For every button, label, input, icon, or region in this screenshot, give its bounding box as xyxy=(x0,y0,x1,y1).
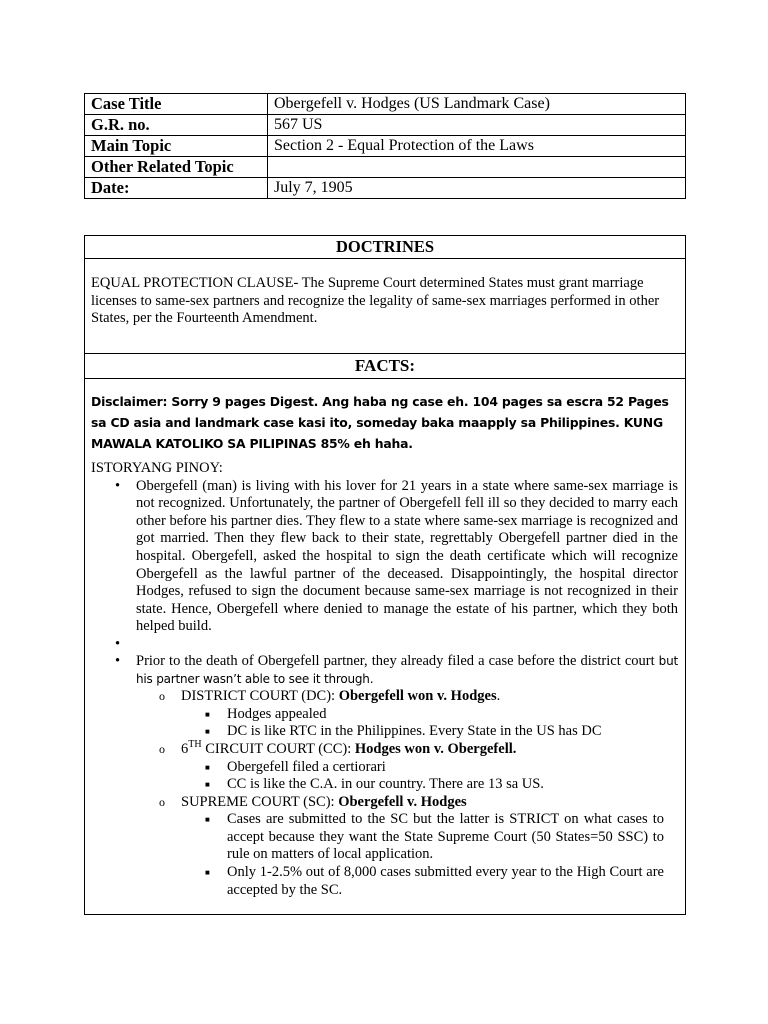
table-row xyxy=(85,136,686,157)
doctrines-text: EQUAL PROTECTION CLAUSE- The Supreme Court determined States must grant marriage licenses to same-sex partners and recognize the legality of same-sex marriages performed in other States, per the Fourteenth Amendment. xyxy=(91,275,660,327)
list-item: • Obergefell (man) is living with his lover for 21 years in a state where same-sex marriage is not recognized. Unfortunately, the partner of Obergefell fell ill so they decided to marry each other before his partner dies. They flew to a state where same-sex marriage is recognized and got married. Then they flew back to their state, regrettably Obergefell partner died in the hospital. Obergefell, asked the hospital to sign the death certificate which will recognize Obergefell as the lawful partner of the deceased. Disappointingly, the hospital director Hodges, refused to sign the document because same-sex marriage is not recognized in their state. Hence, Obergefell where denied to manage the estate of his partner, which they both helped build. xyxy=(85,478,685,636)
row-label: Case Title xyxy=(85,94,268,115)
row-value xyxy=(268,157,686,178)
list-item: ■ DC is like RTC in the Philippines. Every State in the US has DC xyxy=(85,723,671,741)
row-label: Date: xyxy=(85,178,268,199)
court-superscript: TH xyxy=(188,739,202,751)
court-item-sc xyxy=(85,794,678,900)
table-row xyxy=(85,157,686,178)
doctrines-heading: DOCTRINES xyxy=(85,236,685,259)
table-row xyxy=(85,115,686,136)
court-sublist xyxy=(181,759,671,794)
row-value: July 7, 1905 xyxy=(268,178,686,199)
list-item: ■ Hodges appealed xyxy=(85,706,671,724)
court-period: . xyxy=(496,688,501,705)
facts-heading: FACTS: xyxy=(85,354,685,379)
court-sublist xyxy=(181,706,671,741)
doctrines-section xyxy=(84,235,686,354)
disclaimer-text: Disclaimer: Sorry 9 pages Digest. Ang haba ng case eh. 104 pages sa escra 52 Pages sa CD asia and landmark case kasi ito, someday baka maapply sa Philippines. KUNG MAWALA KATOLIKO SA PILIPINAS 85% eh haha. xyxy=(91,394,669,451)
row-value: 567 US xyxy=(268,115,686,136)
court-result: Hodges won v. Obergefell. xyxy=(354,740,517,757)
row-label: Main Topic xyxy=(85,136,268,157)
court-label: DISTRICT COURT (DC): xyxy=(181,688,339,705)
list-item: ■ CC is like the C.A. in our country. There are 13 sa US. xyxy=(85,776,671,794)
table-row xyxy=(85,178,686,199)
facts-list xyxy=(85,478,685,900)
bullet2-text: Prior to the death of Obergefell partner, they already filed a case before the district court xyxy=(136,652,655,669)
row-value: Section 2 - Equal Protection of the Laws xyxy=(268,136,686,157)
list-item xyxy=(85,653,685,899)
court-sublist xyxy=(181,811,671,899)
list-item: ■ Cases are submitted to the SC but the latter is STRICT on what cases to accept because they want the State Supreme Court (50 States=50 SSC) to rule on matters of local application. xyxy=(85,811,671,864)
row-value: Obergefell v. Hodges (US Landmark Case) xyxy=(268,94,686,115)
case-info-table xyxy=(84,93,686,199)
list-spacer xyxy=(85,636,685,653)
court-list xyxy=(136,688,678,899)
list-item: ■ Obergefell filed a certiorari xyxy=(85,759,671,777)
list-item: ■ Only 1-2.5% out of 8,000 cases submitted every year to the High Court are accepted by the SC. xyxy=(85,864,671,899)
bullet2-text-cont: but his partner wasn’t able to see it through. xyxy=(136,653,678,686)
table-row xyxy=(85,94,686,115)
istoryang-pinoy-label: ISTORYANG PINOY: xyxy=(91,460,223,476)
court-result: Obergefell won v. Hodges xyxy=(338,688,497,705)
court-item-dc xyxy=(85,688,678,741)
court-label: SUPREME COURT (SC): xyxy=(181,793,339,810)
row-label: Other Related Topic xyxy=(85,157,268,178)
row-label: G.R. no. xyxy=(85,115,268,136)
court-label: CIRCUIT COURT (CC): xyxy=(201,740,355,757)
facts-section xyxy=(84,353,686,915)
court-number: 6 xyxy=(181,740,189,757)
court-item-cc xyxy=(85,741,678,794)
court-result: Obergefell v. Hodges xyxy=(338,793,467,810)
